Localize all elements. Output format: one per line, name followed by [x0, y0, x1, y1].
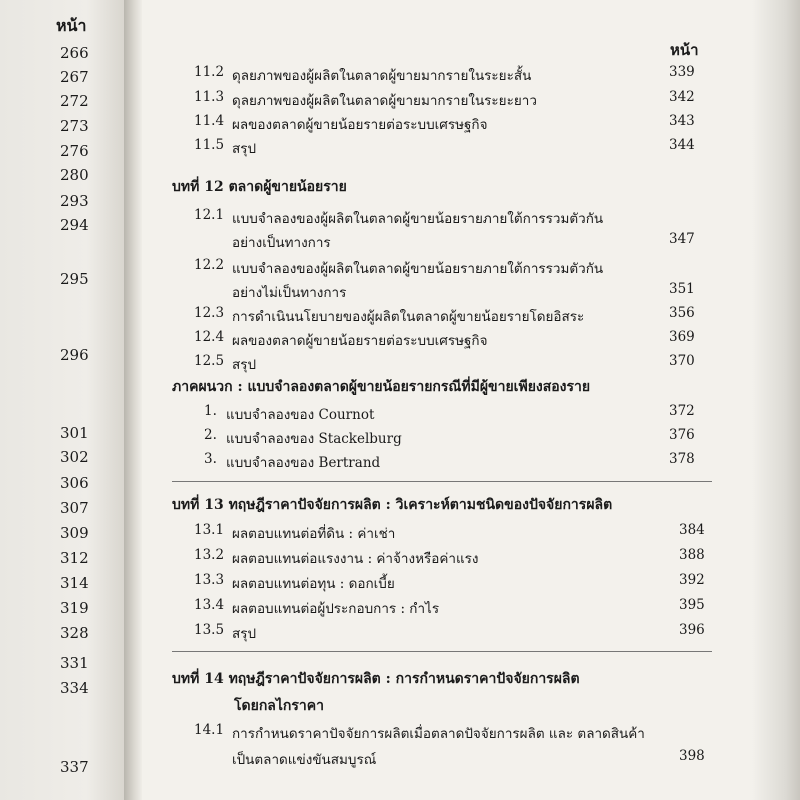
toc-entry-page: 347	[669, 231, 695, 247]
left-page-number: 306	[60, 474, 89, 492]
toc-entry-number: 1.	[204, 403, 217, 419]
toc-entry-page: 384	[679, 522, 705, 538]
toc-entry-number: 14.1	[194, 722, 225, 738]
toc-entry-page: 344	[669, 137, 695, 153]
left-page-number: 273	[60, 117, 89, 135]
section-divider	[172, 481, 712, 482]
toc-entry-number: 13.3	[194, 572, 225, 588]
toc-entry-page: 339	[669, 64, 695, 80]
left-page-number: 337	[60, 758, 89, 776]
toc-entry-number: 11.5	[194, 137, 225, 153]
toc-entry-title: ผลตอบแทนต่อผู้ประกอบการ : กำไร	[232, 601, 440, 617]
toc-entry-page: 398	[679, 748, 705, 764]
left-page-number: 331	[60, 654, 89, 672]
toc-entry-title: ผลของตลาดผู้ขายน้อยรายต่อระบบเศรษฐกิจ	[232, 117, 488, 133]
toc-entry-title: ผลตอบแทนต่อแรงงาน : ค่าจ้างหรือค่าแรง	[232, 551, 479, 567]
left-page-number: 295	[60, 270, 89, 288]
toc-entry-page: 343	[669, 113, 695, 129]
toc-entry-title: สรุป	[232, 141, 257, 157]
toc-entry-title: แบบจำลองของ Cournot	[226, 407, 375, 423]
toc-entry-page: 396	[679, 622, 705, 638]
toc-entry-page: 392	[679, 572, 705, 588]
left-page-number: 272	[60, 92, 89, 110]
toc-entry-number: 3.	[204, 451, 217, 467]
left-page-number: 301	[60, 424, 89, 442]
left-page-number: 296	[60, 346, 89, 364]
chapter-12-title: บทที่ 12 ตลาดผู้ขายน้อยราย	[172, 179, 347, 195]
left-page-header: หน้า	[56, 16, 87, 35]
chapter-14-title-cont: โดยกลไกราคา	[234, 698, 324, 714]
toc-entry-page: 378	[669, 451, 695, 467]
left-page-number: 307	[60, 499, 89, 517]
toc-entry-title: แบบจำลองของ Bertrand	[226, 455, 381, 471]
toc-entry-page: 351	[669, 281, 695, 297]
toc-entry-title: ดุลยภาพของผู้ผลิตในตลาดผู้ขายมากรายในระยะสั้น	[232, 68, 532, 84]
chapter-13-title: บทที่ 13 ทฤษฎีราคาปัจจัยการผลิต : วิเคราะห์ตามชนิดของปัจจัยการผลิต	[172, 497, 613, 513]
toc-entry-number: 12.2	[194, 257, 225, 273]
toc-entry-title: สรุป	[232, 357, 257, 373]
left-page-number: 319	[60, 599, 89, 617]
toc-entry-number: 12.5	[194, 353, 225, 369]
toc-entry-page: 342	[669, 89, 695, 105]
toc-entry-number: 12.3	[194, 305, 225, 321]
toc-entry-title: ผลตอบแทนต่อที่ดิน : ค่าเช่า	[232, 526, 396, 542]
toc-entry-number: 13.2	[194, 547, 225, 563]
toc-entry-title: สรุป	[232, 626, 257, 642]
right-page	[142, 0, 800, 800]
left-page-number: 312	[60, 549, 89, 567]
toc-entry-page: 370	[669, 353, 695, 369]
left-page-number: 314	[60, 574, 89, 592]
toc-entry-page: 369	[669, 329, 695, 345]
toc-entry-title: ผลตอบแทนต่อทุน : ดอกเบี้ย	[232, 576, 395, 592]
page-edge-shadow	[752, 0, 800, 800]
toc-entry-page: 395	[679, 597, 705, 613]
toc-entry-title-cont: อย่างไม่เป็นทางการ	[232, 285, 347, 301]
toc-entry-number: 11.3	[194, 89, 225, 105]
left-page-number: 334	[60, 679, 89, 697]
chapter-14-title: บทที่ 14 ทฤษฎีราคาปัจจัยการผลิต : การกำหนดราคาปัจจัยการผลิต	[172, 671, 580, 687]
toc-entry-number: 13.5	[194, 622, 225, 638]
toc-entry-number: 12.4	[194, 329, 225, 345]
left-page-number: 267	[60, 68, 89, 86]
toc-entry-number: 11.4	[194, 113, 225, 129]
right-page-header: หน้า	[670, 41, 699, 59]
left-page-number: 293	[60, 192, 89, 210]
left-page-number: 276	[60, 142, 89, 160]
left-page	[0, 0, 124, 800]
toc-entry-title: แบบจำลองของผู้ผลิตในตลาดผู้ขายน้อยรายภายใต้การรวมตัวกัน	[232, 261, 604, 277]
toc-entry-title-cont: เป็นตลาดแข่งขันสมบูรณ์	[232, 752, 377, 768]
toc-entry-title: ดุลยภาพของผู้ผลิตในตลาดผู้ขายมากรายในระยะยาว	[232, 93, 537, 109]
toc-entry-title: แบบจำลองของ Stackelburg	[226, 431, 402, 447]
toc-entry-page: 356	[669, 305, 695, 321]
toc-entry-number: 11.2	[194, 64, 225, 80]
toc-entry-title: การดำเนินนโยบายของผู้ผลิตในตลาดผู้ขายน้อยรายโดยอิสระ	[232, 309, 585, 325]
toc-entry-title-cont: อย่างเป็นทางการ	[232, 235, 331, 251]
left-page-number: 266	[60, 44, 89, 62]
left-page-number: 309	[60, 524, 89, 542]
toc-entry-title: แบบจำลองของผู้ผลิตในตลาดผู้ขายน้อยรายภายใต้การรวมตัวกัน	[232, 211, 604, 227]
toc-entry-title: การกำหนดราคาปัจจัยการผลิตเมื่อตลาดปัจจัยการผลิต และ ตลาดสินค้า	[232, 726, 645, 742]
toc-entry-number: 13.1	[194, 522, 225, 538]
section-divider	[172, 651, 712, 652]
toc-entry-title: ผลของตลาดผู้ขายน้อยรายต่อระบบเศรษฐกิจ	[232, 333, 488, 349]
left-page-number: 302	[60, 448, 89, 466]
toc-entry-number: 12.1	[194, 207, 225, 223]
left-page-number: 280	[60, 166, 89, 184]
left-page-number: 294	[60, 216, 89, 234]
toc-entry-number: 13.4	[194, 597, 225, 613]
toc-entry-number: 2.	[204, 427, 217, 443]
toc-entry-page: 372	[669, 403, 695, 419]
toc-entry-page: 376	[669, 427, 695, 443]
toc-entry-page: 388	[679, 547, 705, 563]
appendix-title: ภาคผนวก : แบบจำลองตลาดผู้ขายน้อยรายกรณีที่มีผู้ขายเพียงสองราย	[172, 379, 591, 395]
book-gutter	[124, 0, 142, 800]
left-page-number: 328	[60, 624, 89, 642]
